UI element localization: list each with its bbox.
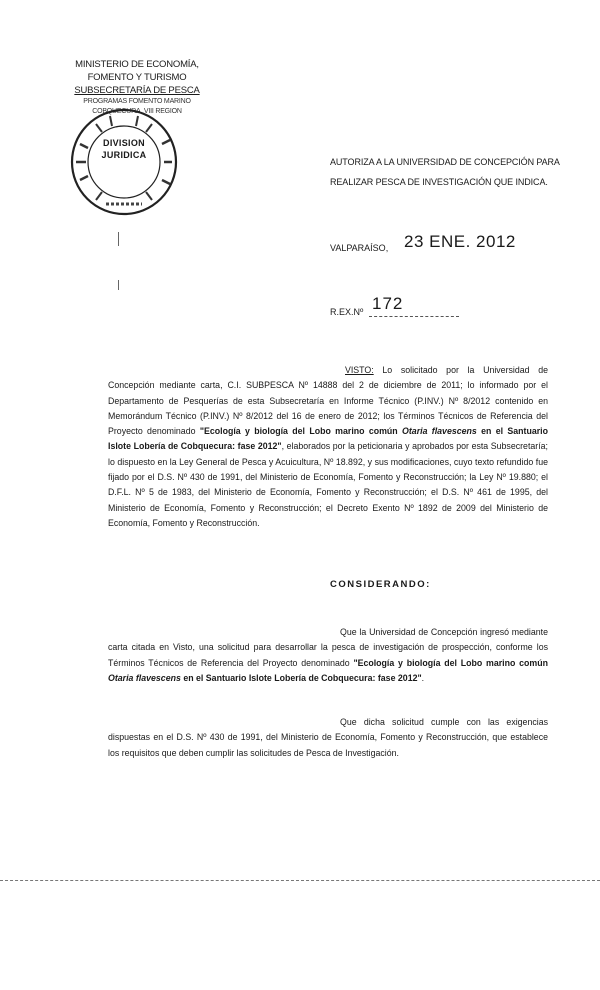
visto-species: Otaria flavescens xyxy=(402,426,477,437)
header-line-ministry: MINISTERIO DE ECONOMÍA, xyxy=(75,59,199,70)
c1-project-title-end: en el Santuario Islote Lobería de Cobquecura: fase 2012" xyxy=(180,672,422,683)
considerando-paragraph-1 xyxy=(108,625,548,686)
footer-divider xyxy=(0,880,600,881)
official-stamp xyxy=(66,104,182,220)
header-line-subsecretaria: SUBSECRETARÍA DE PESCA xyxy=(74,85,200,96)
resolution-subject: AUTORIZA A LA UNIVERSIDAD DE CONCEPCIÓN PARA REALIZAR PESCA DE INVESTIGACIÓN QUE INDICA. xyxy=(330,157,560,187)
c1-project-title: "Ecología y biología del Lobo marino común xyxy=(353,657,548,668)
visto-keyword: VISTO: xyxy=(345,365,374,375)
rex-number: 172 xyxy=(372,294,404,313)
c1-text: Que la Universidad de Concepción ingresó mediante carta citada en Visto, una solicitud para desarrollar la pesca de investigación de prospección, conforme los Términos Técnicos de Referencia del Proyecto denominado xyxy=(108,627,548,668)
margin-mark xyxy=(118,232,119,246)
stamp-juridica-label: JURIDICA xyxy=(101,150,147,160)
considerando-heading: CONSIDERANDO: xyxy=(330,579,431,590)
c1-species: Otaria flavescens xyxy=(108,672,181,683)
resolution-date: 23 ENE. 2012 xyxy=(404,232,516,251)
margin-mark xyxy=(118,280,119,290)
visto-project-title-end: en el Santuario Islote Lobería de Cobquecura: fase 2012" xyxy=(108,426,548,452)
visto-text-continued: , elaborados por la peticionaria y aprobados por esta Subsecretaría; lo dispuesto en la Ley General de Pesca y Acuicultura, Nº 18.892, y sus modificaciones, cuyo texto refundido fue fijado por el D.S. Nº 430 de 1991, del Ministerio de Economía, Fomento y Reconstrucción; la Ley Nº 19.880; el D.F.L. Nº 5 de 1983, del Ministerio de Economía, Fomento y Reconstrucción; el D.S. Nº 461 de 1995, del Ministerio de Economía, Fomento y Reconstrucción; el Decreto Exento Nº 1892 de 2009 del Ministerio de Economía, Fomento y Reconstrucción. xyxy=(108,441,548,528)
rex-label: R.EX.Nº xyxy=(330,307,364,317)
header-line-fomento: FOMENTO Y TURISMO xyxy=(87,72,187,83)
visto-project-title: "Ecología y biología del Lobo marino común xyxy=(199,426,403,437)
stamp-division-label: DIVISION xyxy=(103,138,145,148)
c1-text-end: . xyxy=(421,672,425,683)
rex-underline xyxy=(369,316,459,317)
stamp-seal-icon xyxy=(66,104,182,220)
visto-paragraph xyxy=(108,363,548,531)
place-label: VALPARAÍSO, xyxy=(330,243,389,253)
visto-text: Lo solicitado por la Universidad de Concepción mediante carta, C.I. SUBPESCA Nº 14888 del 2 de diciembre de 2011; lo informado por el Departamento de Pesquerías de esta Subsecretaría en Informe Técnico (P.INV.) Nº 8/2012 contenido en Memorándum Técnico (P.INV.) Nº 8/2012 del 16 de enero de 2012; los Términos Técnicos de Referencia del Proyecto denominado xyxy=(108,365,548,437)
considerando-paragraph-2: Que dicha solicitud cumple con las exigencias dispuestas en el D.S. Nº 430 de 1991, del Ministerio de Economía, Fomento y Reconstrucción, que establece los requisitos que deben cumplir las solicitudes de Pesca de Investigación. xyxy=(108,717,548,758)
header-line-programa: PROGRAMAS FOMENTO MARINO xyxy=(83,98,191,105)
header-line-localidad: COBQUECURA, VIII REGION xyxy=(92,108,182,115)
